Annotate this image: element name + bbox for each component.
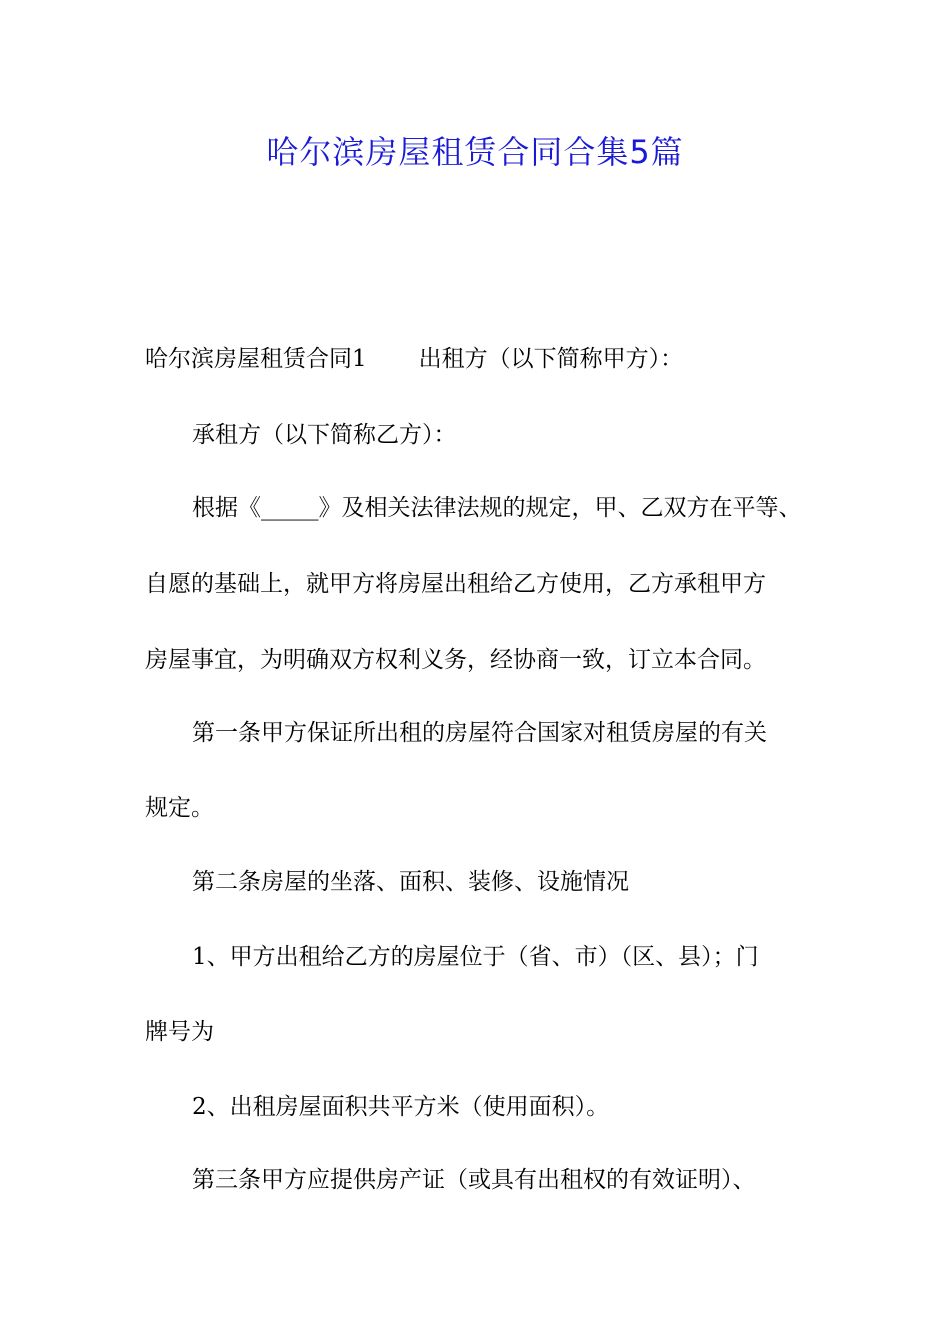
document-title: 哈尔滨房屋租赁合同合集5篇	[266, 133, 684, 171]
paragraph-line: 规定。	[145, 795, 214, 821]
paragraph-line: 第二条房屋的坐落、面积、装修、设施情况	[192, 869, 629, 895]
paragraph-line: 第一条甲方保证所出租的房屋符合国家对租赁房屋的有关	[192, 720, 767, 746]
paragraph-line: 房屋事宜，为明确双方权利义务，经协商一致，订立本合同。	[145, 647, 766, 673]
paragraph-line: 1、甲方出租给乙方的房屋位于（省、市）（区、县）；门	[192, 944, 759, 970]
paragraph-line: 第三条甲方应提供房产证（或具有出租权的有效证明）、	[192, 1167, 756, 1193]
paragraph-line: 自愿的基础上，就甲方将房屋出租给乙方使用，乙方承租甲方	[145, 571, 766, 597]
lessee-label: 承租方（以下简称乙方）：	[192, 422, 457, 448]
contract-heading: 哈尔滨房屋租赁合同1	[145, 346, 367, 372]
contract-heading-line	[145, 344, 683, 374]
lessor-label: 出租方（以下简称甲方）：	[418, 346, 684, 372]
paragraph-line: 2、出租房屋面积共平方米（使用面积）。	[192, 1094, 610, 1120]
paragraph-line: 根据《_____》及相关法律法规的规定，甲、乙双方在平等、	[192, 495, 802, 521]
paragraph-line: 牌号为	[145, 1019, 214, 1045]
